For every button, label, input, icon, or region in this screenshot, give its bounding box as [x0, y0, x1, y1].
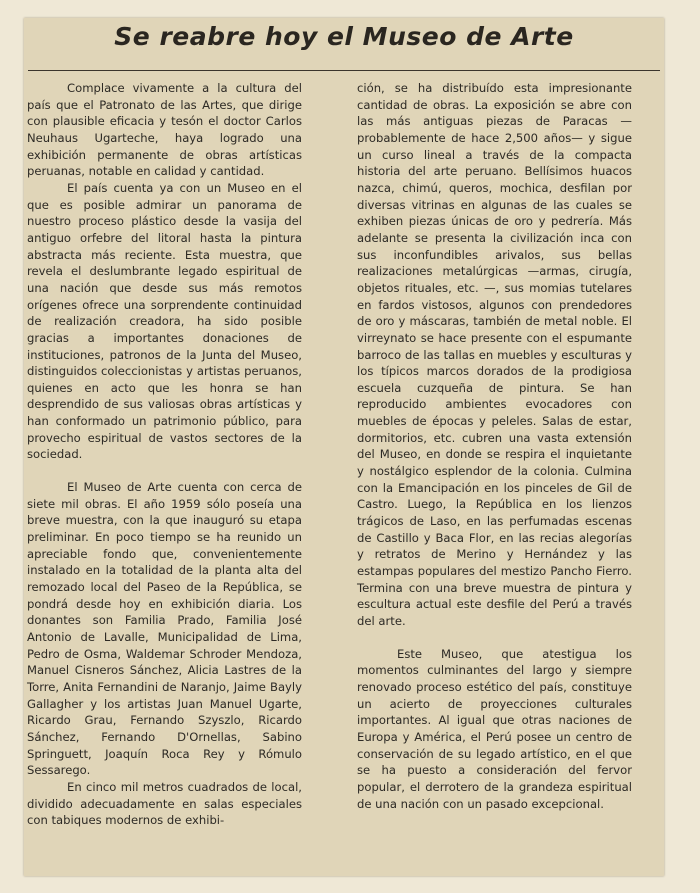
paragraph-intro: Complace vivamente a la cultura del país que el Patronato de las Artes, que dirige con plausible eficacia y tesón el doctor Carlos Neuhaus Ugarteche, haya logrado una exhibición permanente de obras artísticas peruanas, notable en calidad y cantidad.: [27, 81, 302, 179]
newspaper-clipping: [24, 18, 664, 876]
headline-rule: [28, 70, 660, 71]
paragraph-exhibition-tour: ción, se ha distribuído esta impresionante cantidad de obras. La exposición se abre con las más antiguas piezas de Paracas —probablemente de hace 2,500 años— y sigue un curso lineal a través de la compacta historia del arte peruano. Bellísimos huacos nazca, chimú, queros, mochica, desfilan por diversas vitrinas en algunas de las cuales se exhiben piezas únicas de oro y pedrería. Más adelante se presenta la civilización inca con sus inconfundibles arivalos, sus bellas realizaciones metalúrgicas —armas, cirugía, objetos rituales, etc. —, sus momias tutelares en fardos vistosos, algunos con prendedores de oro y máscaras, también de metal noble. El virreynato se hace presente con el espumante barroco de las tallas en muebles y esculturas y los típicos marcos dorados de la prodigiosa escuela cuzqueña de pintura. Se han reproducido ambientes evocadores con muebles de épocas y peleles. Salas de estar, dormitorios, etc. cubren una vasta extensión del Museo, en donde se respira el inquietante y nostálgico esplendor de la colonia. Culmina con la Emancipación en los pinceles de Gil de Castro. Luego, la República en los lienzos trágicos de Laso, en las perfumadas escenas de Castillo y Baca Flor, en las recias alegorías y retratos de Merino y Hernández y las estampas populares del mestizo Pancho Fierro. Termina con una breve muestra de pintura y escultura actual este desfile del Perú a través del arte.: [357, 81, 632, 628]
article-headline: Se reabre hoy el Museo de Arte: [114, 22, 574, 51]
article-column-right: [357, 80, 632, 812]
paragraph-exhibition-space: En cinco mil metros cuadrados de local, dividido adecuadamente en salas especiales con tabiques modernos de exhibi-: [27, 779, 302, 828]
paragraph-conclusion: Este Museo, que atestigua los momentos culminantes del largo y siempre renovado proceso estético del país, constituye un acierto de proyecciones culturales importantes. Al igual que otras naciones de Europa y América, el Perú posee un centro de conservación de su legado artístico, en el que se ha puesto a consideración del fervor popular, el derrotero de la grandeza espiritual de una nación con un pasado excepcional.: [357, 646, 632, 811]
paragraph-museum-panorama: El país cuenta ya con un Museo en el que es posible admirar un panorama de nuestro proceso plástico desde la vasija del antiguo orfebre del litoral hasta la pintura abstracta más reciente. Esta muestra, que revela el deslumbrante legado espiritual de una nación que desde sus más remotos orígenes ofrece una sorprendente continuidad de realización creadora, ha sido posible gracias a importantes donaciones de instituciones, patronos de la Junta del Museo, distinguidos coleccionistas y artistas peruanos, quienes en acto que les honra se han desprendido de sus valiosas obras artísticas y han conformado un patrimonio público, para provecho espiritual de vastos sectores de la sociedad.: [27, 180, 302, 462]
paragraph-collection-donors: El Museo de Arte cuenta con cerca de siete mil obras. El año 1959 sólo poseía una breve muestra, con la que inauguró su etapa preliminar. En poco tiempo se ha reunido un apreciable fondo que, convenientemente instalado en la totalidad de la planta alta del remozado local del Paseo de la República, se pondrá desde hoy en exhibición diaria. Los donantes son Familia Prado, Familia José Antonio de Lavalle, Municipalidad de Lima, Pedro de Osma, Waldemar Schroder Mendoza, Manuel Cisneros Sánchez, Alicia Lastres de la Torre, Anita Fernandini de Naranjo, Jaime Bayly Gallagher y los artistas Juan Manuel Ugarte, Ricardo Grau, Fernando Szyszlo, Ricardo Sánchez, Fernando D'Ornellas, Sabino Springuett, Joaquín Roca Rey y Rómulo Sessarego.: [27, 480, 302, 778]
article-column-left: [27, 80, 302, 829]
